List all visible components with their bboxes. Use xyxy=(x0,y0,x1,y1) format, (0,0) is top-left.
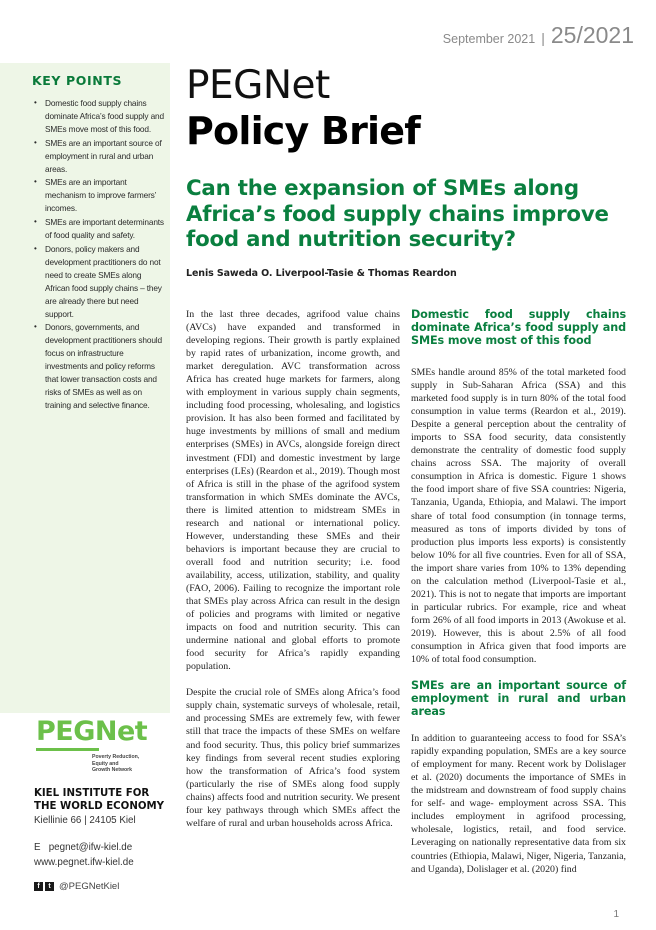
key-point: • SMEs are important determinants of food quality and safety. xyxy=(34,216,164,242)
twitter-icon[interactable]: t xyxy=(45,882,54,891)
issue-number: 25/2021 xyxy=(550,22,634,48)
institute-address: Kiellinie 66 | 24105 Kiel xyxy=(34,815,136,826)
body-paragraph: In the last three decades, agrifood value chains (AVCs) have expanded and transformed in developing regions. Their growth is partly explained by rapid rates of urbanization, income growth, and market deregulation. AVC transformation across Africa has created huge markets for farmers, along with employment in various supply chain segments, including food processing, wholesaling, and logistics provision. It has also been formed and facilitated by huge investments by millions of small and medium enterprises (SMEs) in AVCs, alongside foreign direct investment (FDI) and domestic investment by large enterprises (LEs) (Reardon et al., 2019). Though most of Africa is still in the phase of the agrifood system transformation in which SMEs dominate the AVCs, there is limited attention to midstream SMEs in research and national or international policy. However, understanding these SMEs and their behaviors is important because they are crucial to overall food and nutrition security; i.e. food availability, access, utilization, stability, and quality (FAO, 2006). Failing to recognize the important role that SMEs play across Africa can result in the design of policies and programs with limited or negative impacts on food and nutrition security. This can undermine national and global efforts to promote food security for Africa’s rapidly expanding population. xyxy=(186,309,400,673)
publication-date: September 2021 xyxy=(442,32,536,46)
email-link[interactable]: pegnet@ifw-kiel.de xyxy=(48,842,133,853)
document-title: Can the expansion of SMEs along Africa’s food supply chains improve food and nutrition security? xyxy=(186,176,609,253)
email-line xyxy=(34,840,134,855)
logo-tagline-line: Equity and xyxy=(92,760,119,767)
brand-heading xyxy=(186,64,420,154)
facebook-icon[interactable]: f xyxy=(34,882,43,891)
body-paragraph: Despite the crucial role of SMEs along Africa’s food supply chain, systematic surveys of wholesale, retail, and processing SMEs are extremely few, with fewer still that trace the impacts of these SMEs on welfare and food security. Thus, this policy brief summarizes key findings from several recent studies exploring how the transformation of Africa’s food system (particularly the rise of SMEs along food supply chains) affects food and nutrition security. We present four key pathways through which SMEs affect the welfare of rural and urban households across Africa. xyxy=(186,687,400,829)
issue-header xyxy=(443,22,634,49)
page-number: 1 xyxy=(613,909,619,920)
pegnet-logo xyxy=(36,717,146,777)
series-title: Policy Brief xyxy=(186,109,420,153)
brand-name: PEGNet xyxy=(186,63,330,108)
social-handle[interactable]: @PEGNetKiel xyxy=(59,881,120,892)
body-paragraph: SMEs handle around 85% of the total marketed food supply in Sub-Saharan Africa (SSA) and this marketed food supply is in turn 80% of the total food consumption in value terms (Reardon et al., 2019). Despite a general perception about the centrality of imports to SSA food security, data consistently demonstrate the centrality of domestic food supply chains across SSA. The majority of overall consumption in Africa is domestic. Figure 1 shows the food import share of five SSA countries: Nigeria, Tanzania, Uganda, Ethiopia, and Malawi. The import share of total food consumption (in tonnage terms, measured as tons of imports divided by tons of production plus imports less exports) is consistently below 10% for all five countries. Even for all of SSA, the import share varies from 10% to 13% depending on the calculation method (Liverpool-Tasie et al., 2021). This is not to negate that imports are important in particular rubrics. For example, rice and wheat form 26% of all food imports in 2013 (Awokuse et al. 2019). However, this is about 2.5% of all food consumption in Africa given that food imports are 10% of total food consumption. xyxy=(411,367,626,666)
email-label: E xyxy=(34,842,41,853)
authors: Lenis Saweda O. Liverpool-Tasie & Thomas Reardon xyxy=(186,268,457,279)
institute-block xyxy=(34,787,164,827)
logo-tagline-line: Growth Network xyxy=(92,767,133,774)
header-separator: | xyxy=(541,30,545,46)
logo-tagline-line: Poverty Reduction, xyxy=(92,754,140,760)
section-heading: Domestic food supply chains dominate Africa’s food supply and SMEs move most of this food xyxy=(411,308,626,347)
website-link[interactable]: www.pegnet.ifw-kiel.de xyxy=(34,857,134,868)
logo-underline xyxy=(36,748,99,751)
key-points-sidebar xyxy=(0,63,170,713)
logo-tagline xyxy=(92,754,139,774)
contact-block xyxy=(34,840,134,870)
institute-name-line-2: THE WORLD ECONOMY xyxy=(34,801,165,812)
key-point: • SMEs are an important source of employment in rural and urban areas. xyxy=(34,137,164,176)
body-paragraph: In addition to guaranteeing access to food for SSA’s rapidly expanding population, SMEs are a key source of employment for many. Recent work by Dolislager et al. (2020) documents the importance of SMEs in the midstream and downstream of food supply chains for self- and wage- employment across SSA. This includes employment in agrifood processing, wholesale, logistics, retail, and food service. Leveraging on nationally representative data from six countries (Ethiopia, Malawi, Niger, Nigeria, Tanzania, and Uganda), Dolislager et al. (2020) find xyxy=(411,733,626,875)
logo-wordmark: PEGNet xyxy=(36,716,148,747)
key-point: • Domestic food supply chains dominate Africa’s food supply and SMEs move most of this food. xyxy=(34,97,164,136)
key-point: • Donors, governments, and development practitioners should focus on infrastructure investments and policy reforms that lower transaction costs and risks of SMEs as well as on training and selective finance. xyxy=(34,321,164,411)
section-heading: SMEs are an important source of employment in rural and urban areas xyxy=(411,679,626,719)
left-column xyxy=(186,308,400,843)
key-points-title: KEY POINTS xyxy=(32,73,123,88)
social-links xyxy=(34,881,119,892)
institute-name-line-1: KIEL INSTITUTE FOR xyxy=(34,788,150,799)
right-column xyxy=(411,308,626,889)
key-points-list xyxy=(34,97,164,413)
key-point: • SMEs are an important mechanism to improve farmers’ incomes. xyxy=(34,176,164,215)
key-point: • Donors, policy makers and development practitioners do not need to create SMEs along African food supply chains – they are already there but need support. xyxy=(34,243,164,320)
